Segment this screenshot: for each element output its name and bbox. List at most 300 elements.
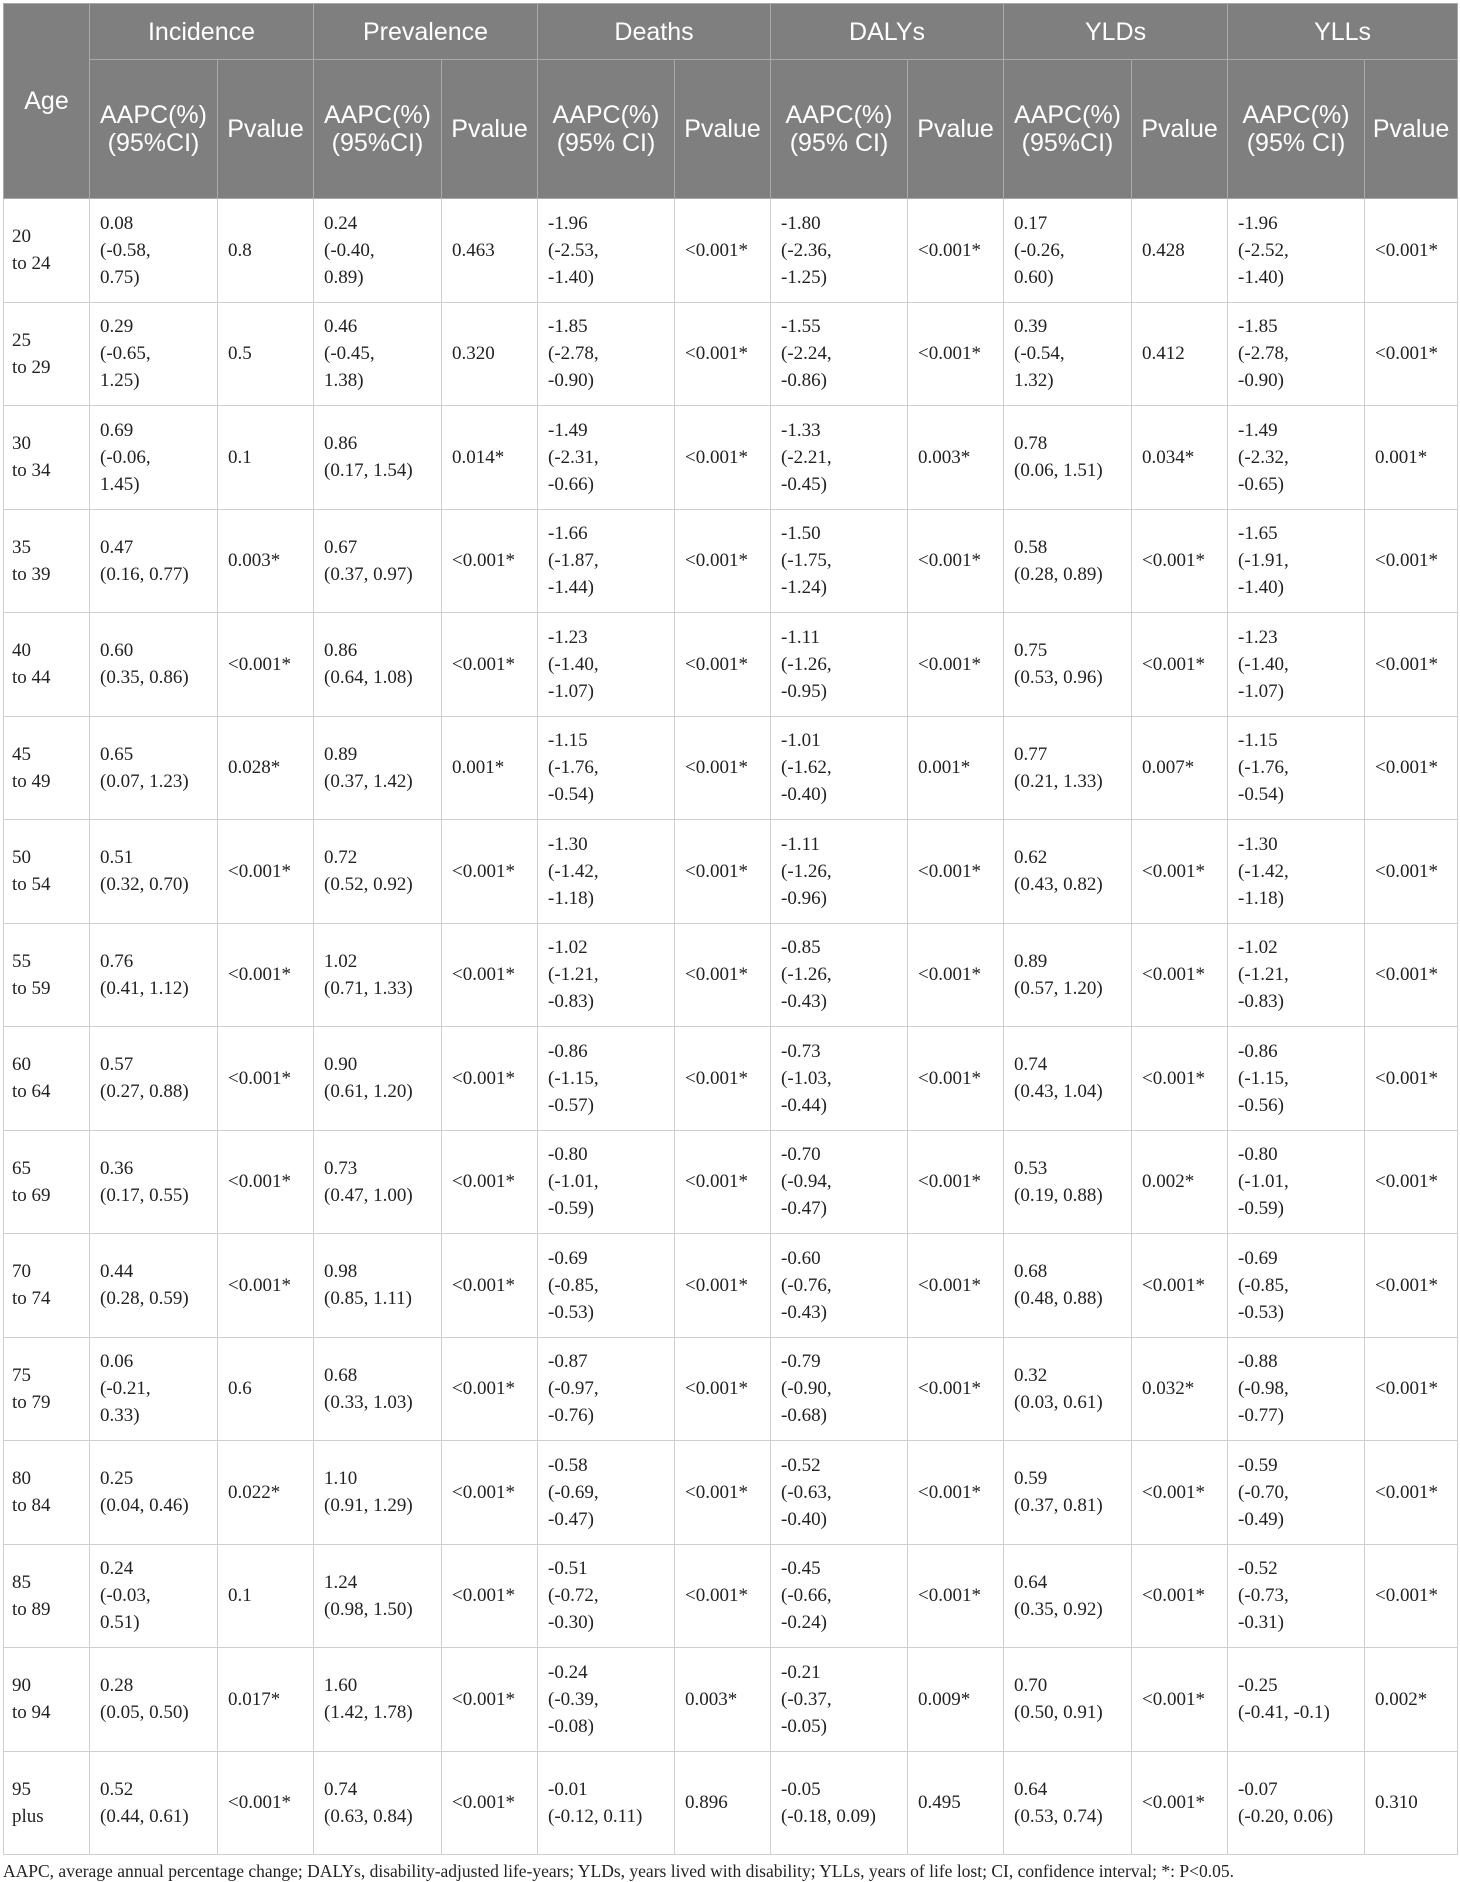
cell-line: 1.60 xyxy=(324,1675,358,1697)
cell-line: value xyxy=(700,115,761,143)
p-value-cell: <0.001* xyxy=(442,613,538,717)
cell-line: 0.76 xyxy=(100,950,134,972)
aapc-table xyxy=(3,3,1458,1855)
cell-line: (0.50, 0.91) xyxy=(1014,1702,1103,1724)
cell-line: -0.47) xyxy=(548,1508,594,1530)
p-value-cell: 0.6 xyxy=(218,1337,314,1441)
cell-line: 0.68 xyxy=(1014,1261,1048,1283)
cell-line: -0.49) xyxy=(1238,1508,1284,1530)
age-cell xyxy=(4,509,90,613)
p-value-cell: <0.001* xyxy=(442,1544,538,1648)
aapc-cell xyxy=(1004,613,1132,717)
p-value-cell: <0.001* xyxy=(675,509,771,613)
cell-line: 0.90 xyxy=(324,1054,358,1076)
cell-line: to 74 xyxy=(12,1288,51,1310)
cell-line: -0.44) xyxy=(781,1094,827,1116)
table-row xyxy=(4,1441,1458,1545)
cell-line: AAPC xyxy=(324,101,393,129)
cell-line: 45 xyxy=(12,743,31,765)
cell-line: -0.85 xyxy=(781,937,821,959)
cell-line: -0.21 xyxy=(781,1661,821,1683)
table-row xyxy=(4,613,1458,717)
cell-line: (0.91, 1.29) xyxy=(324,1495,413,1517)
cell-line: 55 xyxy=(12,950,31,972)
age-cell xyxy=(4,302,90,406)
cell-line: (-0.65, xyxy=(100,343,151,365)
cell-line: 0.06 xyxy=(100,1351,134,1373)
cell-line: -1.40) xyxy=(548,266,594,288)
p-value-subheader xyxy=(218,60,314,199)
aapc-cell xyxy=(90,923,218,1027)
cell-line: -0.51 xyxy=(548,1558,588,1580)
cell-line: 30 xyxy=(12,433,31,455)
cell-line: -0.59 xyxy=(1238,1454,1278,1476)
cell-line: (-0.94, xyxy=(781,1171,832,1193)
cell-line: (-1.40, xyxy=(548,653,599,675)
cell-line: AAPC xyxy=(552,101,621,129)
aapc-cell xyxy=(771,1234,908,1338)
cell-line: to 29 xyxy=(12,356,51,378)
cell-line: (-0.20, 0.06) xyxy=(1238,1805,1334,1827)
p-value-cell: <0.001* xyxy=(908,1441,1004,1545)
p-value-cell: <0.001* xyxy=(675,923,771,1027)
cell-line: 0.68 xyxy=(324,1364,358,1386)
group-header: Deaths xyxy=(538,4,771,60)
cell-line: P xyxy=(684,115,701,143)
p-value-cell: <0.001* xyxy=(1132,509,1228,613)
p-value-subheader xyxy=(908,60,1004,199)
cell-line: (0.32, 0.70) xyxy=(100,874,189,896)
cell-line: (-0.40, xyxy=(324,239,375,261)
p-value-cell: <0.001* xyxy=(442,1027,538,1131)
p-value-cell: <0.001* xyxy=(218,1027,314,1131)
cell-line: 0.86 xyxy=(324,433,358,455)
p-value-cell: <0.001* xyxy=(1132,1544,1228,1648)
aapc-cell xyxy=(771,406,908,510)
aapc-cell xyxy=(314,1544,442,1648)
cell-line: 80 xyxy=(12,1468,31,1490)
cell-line: -0.86) xyxy=(781,370,827,392)
cell-line: -0.08) xyxy=(548,1715,594,1737)
cell-line: value xyxy=(1389,115,1450,143)
cell-line: -1.18) xyxy=(1238,887,1284,909)
aapc-cell xyxy=(538,820,675,924)
cell-line: (0.21, 1.33) xyxy=(1014,770,1103,792)
cell-line: to 64 xyxy=(12,1081,51,1103)
p-value-subheader xyxy=(1132,60,1228,199)
aapc-cell xyxy=(538,1441,675,1545)
p-value-cell: <0.001* xyxy=(442,509,538,613)
table-footnote: AAPC, average annual percentage change; DALYs, disability-adjusted life-years; YLDs, years lived with disability; YLLs, years of life lost; CI, confidence interval; *: P<0.05. xyxy=(3,1861,1234,1881)
cell-line: (-0.21, xyxy=(100,1378,151,1400)
cell-line: 1.24 xyxy=(324,1571,358,1593)
p-value-cell: <0.001* xyxy=(1365,923,1458,1027)
cell-line: (0.16, 0.77) xyxy=(100,563,189,585)
table-row xyxy=(4,199,1458,303)
aapc-cell xyxy=(538,1648,675,1752)
age-cell xyxy=(4,1544,90,1648)
p-value-cell: <0.001* xyxy=(218,1234,314,1338)
cell-line: 70 xyxy=(12,1261,31,1283)
cell-line: (-0.69, xyxy=(548,1481,599,1503)
cell-line: (95% CI) xyxy=(556,129,656,157)
cell-line: -1.80 xyxy=(781,212,821,234)
aapc-cell xyxy=(314,1027,442,1131)
cell-line: (-1.01, xyxy=(1238,1171,1289,1193)
p-value-cell: <0.001* xyxy=(908,923,1004,1027)
p-value-cell: <0.001* xyxy=(1365,509,1458,613)
p-value-cell: <0.001* xyxy=(675,820,771,924)
cell-line: -0.86 xyxy=(548,1040,588,1062)
aapc-cell xyxy=(538,1337,675,1441)
cell-line: (-0.63, xyxy=(781,1481,832,1503)
cell-line: -1.40) xyxy=(1238,266,1284,288)
p-value-cell: 0.003* xyxy=(675,1648,771,1752)
cell-line: (0.33, 1.03) xyxy=(324,1391,413,1413)
aapc-cell xyxy=(1228,199,1365,303)
cell-line: to 44 xyxy=(12,667,51,689)
cell-line: (-0.72, xyxy=(548,1585,599,1607)
p-value-cell: <0.001* xyxy=(1132,1648,1228,1752)
cell-line: -0.87 xyxy=(548,1351,588,1373)
p-value-cell: 0.896 xyxy=(675,1751,771,1855)
aapc-cell xyxy=(1004,302,1132,406)
cell-line: (-0.98, xyxy=(1238,1378,1289,1400)
cell-line: -0.24) xyxy=(781,1612,827,1634)
cell-line: (-0.18, 0.09) xyxy=(781,1805,876,1827)
cell-line: -0.54) xyxy=(1238,784,1284,806)
cell-line: (-2.21, xyxy=(781,446,832,468)
cell-line: -1.23 xyxy=(548,626,588,648)
aapc-cell xyxy=(1004,1234,1132,1338)
age-cell xyxy=(4,1337,90,1441)
cell-line: (-1.26, xyxy=(781,860,832,882)
aapc-cell xyxy=(90,716,218,820)
cell-line: (-0.12, 0.11) xyxy=(548,1805,643,1827)
cell-line: 0.08 xyxy=(100,212,134,234)
aapc-cell xyxy=(314,1234,442,1338)
cell-line: 35 xyxy=(12,536,31,558)
p-value-subheader xyxy=(675,60,771,199)
table-row xyxy=(4,509,1458,613)
cell-line: AAPC xyxy=(1242,101,1311,129)
cell-line: 1.38) xyxy=(324,370,364,392)
cell-line: P xyxy=(1141,115,1158,143)
p-value-cell: <0.001* xyxy=(442,1337,538,1441)
p-value-cell: <0.001* xyxy=(675,1544,771,1648)
aapc-cell xyxy=(771,199,908,303)
p-value-cell: <0.001* xyxy=(1365,716,1458,820)
p-value-cell: <0.001* xyxy=(1132,1751,1228,1855)
aapc-cell xyxy=(1228,406,1365,510)
cell-line: 1.45) xyxy=(100,473,140,495)
cell-line: (-1.01, xyxy=(548,1171,599,1193)
p-value-cell: <0.001* xyxy=(675,406,771,510)
aapc-cell xyxy=(1228,1648,1365,1752)
cell-line: (0.35, 0.86) xyxy=(100,667,189,689)
aapc-cell xyxy=(771,1027,908,1131)
cell-line: (-2.53, xyxy=(548,239,599,261)
cell-line: CI) xyxy=(1080,129,1114,157)
p-value-cell: 0.1 xyxy=(218,406,314,510)
cell-line: -1.85 xyxy=(548,316,588,338)
cell-line: -0.79 xyxy=(781,1351,821,1373)
p-value-cell: 0.002* xyxy=(1132,1130,1228,1234)
aapc-cell xyxy=(538,613,675,717)
p-value-cell: 0.001* xyxy=(908,716,1004,820)
aapc-cell xyxy=(314,406,442,510)
cell-line: 90 xyxy=(12,1675,31,1697)
cell-line: 0.69 xyxy=(100,419,134,441)
cell-line: (%) xyxy=(1082,101,1122,129)
aapc-cell xyxy=(1228,1337,1365,1441)
cell-line: -0.95) xyxy=(781,680,827,702)
p-value-cell: <0.001* xyxy=(675,1027,771,1131)
cell-line: -0.90) xyxy=(1238,370,1284,392)
cell-line: (0.71, 1.33) xyxy=(324,977,413,999)
cell-line: -0.47) xyxy=(781,1198,827,1220)
table-row xyxy=(4,1234,1458,1338)
cell-line: (95% xyxy=(1021,129,1081,157)
cell-line: 0.89) xyxy=(324,266,364,288)
aapc-cell xyxy=(1228,509,1365,613)
p-value-cell: <0.001* xyxy=(1365,1337,1458,1441)
p-value-cell: <0.001* xyxy=(908,613,1004,717)
cell-line: -0.69 xyxy=(548,1247,588,1269)
cell-line: (-0.26, xyxy=(1014,239,1065,261)
cell-line: 0.64 xyxy=(1014,1571,1048,1593)
cell-line: -1.11 xyxy=(781,626,820,648)
cell-line: to 39 xyxy=(12,563,51,585)
age-cell xyxy=(4,1441,90,1545)
aapc-cell xyxy=(1004,1130,1132,1234)
cell-line: 0.33) xyxy=(100,1405,140,1427)
cell-line: 0.24 xyxy=(100,1558,134,1580)
cell-line: 40 xyxy=(12,640,31,662)
cell-line: (0.03, 0.61) xyxy=(1014,1391,1103,1413)
p-value-cell: 0.463 xyxy=(442,199,538,303)
p-value-cell: <0.001* xyxy=(1132,820,1228,924)
cell-line: (-2.78, xyxy=(1238,343,1289,365)
p-value-cell: <0.001* xyxy=(218,1751,314,1855)
cell-line: -0.53) xyxy=(1238,1301,1284,1323)
aapc-cell xyxy=(538,406,675,510)
cell-line: (-0.54, xyxy=(1014,343,1065,365)
p-value-cell: <0.001* xyxy=(908,302,1004,406)
aapc-cell xyxy=(771,716,908,820)
cell-line: -0.30) xyxy=(548,1612,594,1634)
cell-line: AAPC xyxy=(1014,101,1083,129)
p-value-cell: 0.014* xyxy=(442,406,538,510)
p-value-cell: <0.001* xyxy=(1132,613,1228,717)
cell-line: -1.44) xyxy=(548,577,594,599)
p-value-cell: <0.001* xyxy=(1365,613,1458,717)
cell-line: -0.24 xyxy=(548,1661,588,1683)
aapc-cell xyxy=(1004,923,1132,1027)
aapc-subheader xyxy=(1004,60,1132,199)
aapc-cell xyxy=(771,1130,908,1234)
cell-line: 0.53 xyxy=(1014,1157,1048,1179)
p-value-cell: <0.001* xyxy=(908,820,1004,924)
cell-line: (%) xyxy=(1310,101,1350,129)
cell-line: to 79 xyxy=(12,1391,51,1413)
table-row xyxy=(4,406,1458,510)
cell-line: (0.37, 0.97) xyxy=(324,563,413,585)
cell-line: (-2.31, xyxy=(548,446,599,468)
cell-line: -1.30 xyxy=(1238,833,1278,855)
p-value-cell: 0.017* xyxy=(218,1648,314,1752)
aapc-subheader xyxy=(1228,60,1365,199)
cell-line: 0.28 xyxy=(100,1675,134,1697)
cell-line: (%) xyxy=(392,101,431,129)
age-cell xyxy=(4,406,90,510)
p-value-cell: <0.001* xyxy=(908,1337,1004,1441)
aapc-cell xyxy=(90,1337,218,1441)
cell-line: 0.59 xyxy=(1014,1468,1048,1490)
cell-line: 0.60) xyxy=(1014,266,1054,288)
cell-line: (-1.03, xyxy=(781,1067,832,1089)
cell-line: 25 xyxy=(12,329,31,351)
cell-line: (%) xyxy=(620,101,660,129)
p-value-cell: <0.001* xyxy=(218,1130,314,1234)
cell-line: -0.01 xyxy=(548,1778,588,1800)
cell-line: (-2.52, xyxy=(1238,239,1289,261)
cell-line: (-0.39, xyxy=(548,1688,599,1710)
cell-line: (-2.32, xyxy=(1238,446,1289,468)
cell-line: (1.42, 1.78) xyxy=(324,1702,413,1724)
p-value-cell: <0.001* xyxy=(675,1337,771,1441)
p-value-cell: 0.428 xyxy=(1132,199,1228,303)
cell-line: 0.44 xyxy=(100,1261,134,1283)
cell-line: AAPC xyxy=(100,101,169,129)
cell-line: (0.19, 0.88) xyxy=(1014,1184,1103,1206)
cell-line: (0.04, 0.46) xyxy=(100,1495,189,1517)
cell-line: -0.68) xyxy=(781,1405,827,1427)
cell-line: 0.39 xyxy=(1014,316,1048,338)
cell-line: -0.07 xyxy=(1238,1778,1278,1800)
p-value-cell: 0.007* xyxy=(1132,716,1228,820)
cell-line: 0.67 xyxy=(324,536,358,558)
cell-line: (-1.42, xyxy=(1238,860,1289,882)
cell-line: (-0.73, xyxy=(1238,1585,1289,1607)
cell-line: 50 xyxy=(12,847,31,869)
cell-line: (-1.21, xyxy=(1238,964,1289,986)
cell-line: -1.85 xyxy=(1238,316,1278,338)
aapc-cell xyxy=(1004,1751,1132,1855)
age-cell xyxy=(4,1027,90,1131)
aapc-cell xyxy=(90,199,218,303)
aapc-subheader xyxy=(314,60,442,199)
p-value-cell: <0.001* xyxy=(1365,1027,1458,1131)
cell-line: (0.48, 0.88) xyxy=(1014,1288,1103,1310)
age-cell xyxy=(4,199,90,303)
cell-line: (95% CI) xyxy=(1246,129,1346,157)
cell-line: (0.43, 0.82) xyxy=(1014,874,1103,896)
p-value-cell: <0.001* xyxy=(1132,923,1228,1027)
cell-line: (0.85, 1.11) xyxy=(324,1288,412,1310)
aapc-cell xyxy=(1004,1441,1132,1545)
aapc-cell xyxy=(1228,716,1365,820)
cell-line: (-1.40, xyxy=(1238,653,1289,675)
aapc-cell xyxy=(90,1648,218,1752)
aapc-cell xyxy=(771,923,908,1027)
cell-line: (0.07, 1.23) xyxy=(100,770,189,792)
p-value-cell: <0.001* xyxy=(1365,1130,1458,1234)
p-value-cell: 0.310 xyxy=(1365,1751,1458,1855)
cell-line: P xyxy=(917,115,934,143)
p-value-cell: <0.001* xyxy=(675,1130,771,1234)
cell-line: (-0.76, xyxy=(781,1274,832,1296)
cell-line: 85 xyxy=(12,1571,31,1593)
aapc-cell xyxy=(314,820,442,924)
table-row xyxy=(4,302,1458,406)
aapc-cell xyxy=(314,1337,442,1441)
cell-line: 0.47 xyxy=(100,536,134,558)
cell-line: -0.90) xyxy=(548,370,594,392)
cell-line: -0.43) xyxy=(781,991,827,1013)
cell-line: value xyxy=(467,115,528,143)
cell-line: (0.57, 1.20) xyxy=(1014,977,1103,999)
cell-line: -1.15 xyxy=(548,730,588,752)
cell-line: (0.27, 0.88) xyxy=(100,1081,189,1103)
cell-line: (-0.97, xyxy=(548,1378,599,1400)
cell-line: (0.47, 1.00) xyxy=(324,1184,413,1206)
cell-line: -1.66 xyxy=(548,523,588,545)
p-value-cell: 0.001* xyxy=(1365,406,1458,510)
table-row xyxy=(4,1751,1458,1855)
cell-line: -1.01 xyxy=(781,730,821,752)
aapc-cell xyxy=(1228,1234,1365,1338)
group-header: YLDs xyxy=(1004,4,1228,60)
p-value-cell: <0.001* xyxy=(908,1234,1004,1338)
cell-line: 0.24 xyxy=(324,212,358,234)
cell-line: (0.64, 1.08) xyxy=(324,667,413,689)
table-row xyxy=(4,1648,1458,1752)
p-value-cell: <0.001* xyxy=(908,199,1004,303)
p-value-cell: <0.001* xyxy=(442,1130,538,1234)
aapc-cell xyxy=(771,302,908,406)
p-value-cell: 0.003* xyxy=(908,406,1004,510)
aapc-cell xyxy=(90,1234,218,1338)
cell-line: (-2.78, xyxy=(548,343,599,365)
aapc-cell xyxy=(314,1648,442,1752)
cell-line: plus xyxy=(12,1805,44,1827)
cell-line: -0.80 xyxy=(548,1144,588,1166)
cell-line: 0.75 xyxy=(1014,640,1048,662)
aapc-cell xyxy=(538,509,675,613)
cell-line: -1.18) xyxy=(548,887,594,909)
cell-line: to 54 xyxy=(12,874,51,896)
cell-line: (0.53, 0.96) xyxy=(1014,667,1103,689)
cell-line: 1.02 xyxy=(324,950,358,972)
cell-line: to 84 xyxy=(12,1495,51,1517)
table-row xyxy=(4,1027,1458,1131)
cell-line: P xyxy=(451,115,468,143)
cell-line: (-1.26, xyxy=(781,964,832,986)
p-value-cell: <0.001* xyxy=(675,716,771,820)
aapc-cell xyxy=(1228,1441,1365,1545)
cell-line: -1.96 xyxy=(548,212,588,234)
p-value-cell: <0.001* xyxy=(442,820,538,924)
cell-line: 0.46 xyxy=(324,316,358,338)
cell-line: -1.07) xyxy=(548,680,594,702)
aapc-subheader xyxy=(538,60,675,199)
p-value-cell: <0.001* xyxy=(1365,1544,1458,1648)
p-value-cell: 0.1 xyxy=(218,1544,314,1648)
p-value-cell: <0.001* xyxy=(442,1648,538,1752)
aapc-cell xyxy=(538,1751,675,1855)
cell-line: 0.29 xyxy=(100,316,134,338)
